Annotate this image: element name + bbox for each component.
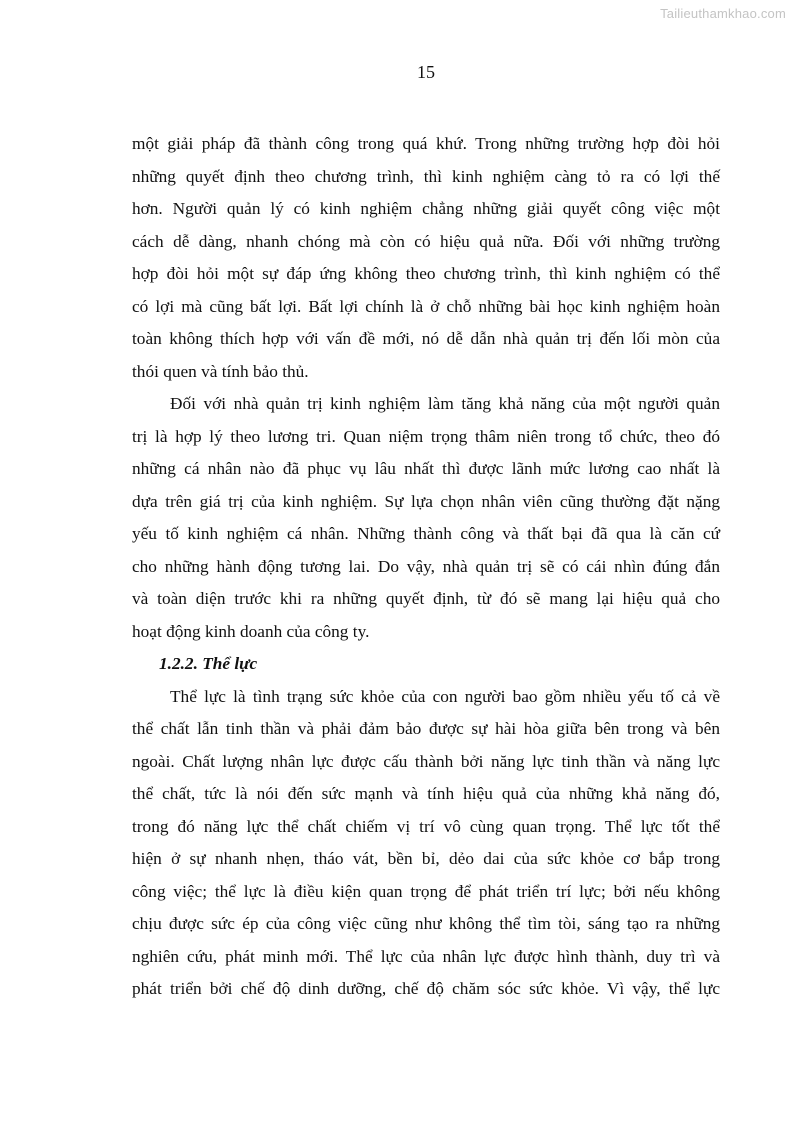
paragraph-3	[132, 681, 720, 1006]
text-line: hợp đòi hỏi một sự đáp ứng không theo chương trình, thì kinh nghiệm có thể	[132, 264, 720, 283]
watermark: Tailieuthamkhao.com	[660, 6, 786, 21]
text-line: một giải pháp đã thành công trong quá khứ. Trong những trường hợp đòi hỏi	[132, 134, 720, 153]
text-line: trong đó năng lực thể chất chiếm vị trí vô cùng quan trọng. Thể lực tốt thể	[132, 816, 720, 836]
text-line: thói quen và tính bảo thủ.	[132, 361, 309, 381]
text-line: chịu được sức ép của công việc cũng như không thể tìm tòi, sáng tạo ra những	[132, 914, 720, 933]
text-line: dựa trên giá trị của kinh nghiệm. Sự lựa chọn nhân viên cũng thường đặt nặng	[132, 491, 720, 511]
text-line: có lợi mà cũng bất lợi. Bất lợi chính là ở chỗ những bài học kinh nghiệm hoàn	[132, 296, 720, 316]
text-line: những quyết định theo chương trình, thì kinh nghiệm càng tỏ ra có lợi thế	[132, 166, 720, 186]
text-line: hiện ở sự nhanh nhẹn, tháo vát, bền bỉ, dẻo dai của sức khỏe cơ bắp trong	[132, 849, 720, 868]
text-line: toàn không thích hợp với vấn đề mới, nó dễ dẫn nhà quản trị đến lối mòn của	[132, 329, 720, 348]
text-line: thể chất, tức là nói đến sức mạnh và tính hiệu quả của những khả năng đó,	[132, 784, 720, 803]
text-line: nghiên cứu, phát minh mới. Thể lực của nhân lực được hình thành, duy trì và	[132, 946, 720, 966]
text-line: cách dễ dàng, nhanh chóng mà còn có hiệu quả nữa. Đối với những trường	[132, 231, 720, 251]
text-line: hơn. Người quản lý có kinh nghiệm chẳng những giải quyết công việc một	[132, 199, 720, 218]
text-line: Đối với nhà quản trị kinh nghiệm làm tăng khả năng của một người quản	[170, 394, 720, 413]
text-line: Thể lực là tình trạng sức khỏe của con người bao gồm nhiều yếu tố cả về	[170, 686, 720, 706]
text-line: ngoài. Chất lượng nhân lực được cấu thành bởi năng lực tinh thần và năng lực	[132, 751, 720, 771]
text-line: những cá nhân nào đã phục vụ lâu nhất thì được lãnh mức lương cao nhất là	[132, 459, 720, 478]
text-line: cho những hành động tương lai. Do vậy, nhà quản trị sẽ có cái nhìn đúng đắn	[132, 556, 720, 576]
text-line: và toàn diện trước khi ra những quyết định, từ đó sẽ mang lại hiệu quả cho	[132, 589, 720, 608]
text-line: hoạt động kinh doanh của công ty.	[132, 621, 370, 641]
text-line: yếu tố kinh nghiệm cá nhân. Những thành công và thất bại đã qua là căn cứ	[132, 524, 720, 543]
text-line: thể chất lẫn tinh thần và phải đảm bảo được sự hài hòa giữa bên trong và bên	[132, 719, 720, 738]
page-number: 15	[417, 62, 435, 82]
paragraph-2	[132, 388, 720, 648]
paragraph-1	[132, 128, 720, 388]
text-line: trị là hợp lý theo lương tri. Quan niệm trọng thâm niên trong tổ chức, theo đó	[132, 426, 720, 446]
document-body	[132, 128, 720, 1006]
text-line: công việc; thể lực là điều kiện quan trọng để phát triển trí lực; bởi nếu không	[132, 881, 720, 901]
text-line: phát triển bởi chế độ dinh dưỡng, chế độ chăm sóc sức khỏe. Vì vậy, thể lực	[132, 979, 720, 998]
section-heading: 1.2.2. Thể lực	[159, 654, 258, 673]
